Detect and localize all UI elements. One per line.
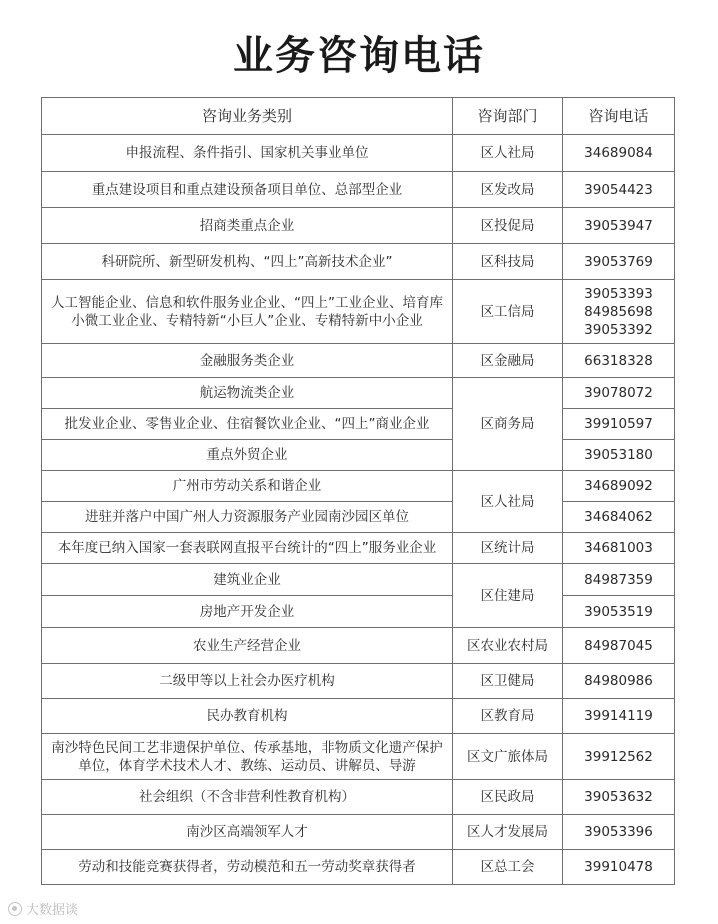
phone-number: 84985698 — [584, 303, 653, 320]
table-row — [42, 734, 675, 780]
table-row — [42, 244, 675, 280]
category-cell: 本年度已纳入国家一套表联网直报平台统计的“四上”服务业企业 — [42, 533, 453, 564]
table-row — [42, 378, 675, 409]
category-cell: 民办教育机构 — [42, 699, 453, 734]
table-row — [42, 780, 675, 815]
category-cell: 重点外贸企业 — [42, 440, 453, 471]
phone-cell: 39054423 — [563, 172, 675, 208]
department-cell: 区统计局 — [453, 533, 563, 564]
category-cell: 批发业企业、零售业企业、住宿餐饮业企业、“四上”商业企业 — [42, 409, 453, 440]
category-cell: 人工智能企业、信息和软件服务业企业、“四上”工业企业、培育库小微工业企业、专精特新“小巨人”企业、专精特新中小企业 — [42, 280, 453, 344]
department-cell: 区工信局 — [453, 280, 563, 344]
watermark-text: 大数据谈 — [26, 903, 79, 918]
phone-cell: 84980986 — [563, 664, 675, 699]
category-cell: 南沙区高端领军人才 — [42, 815, 453, 850]
category-cell: 金融服务类企业 — [42, 344, 453, 378]
department-cell: 区民政局 — [453, 780, 563, 815]
phone-cell: 39078072 — [563, 378, 675, 409]
department-cell: 区文广旅体局 — [453, 734, 563, 780]
department-cell: 区人社局 — [453, 135, 563, 172]
category-cell: 进驻并落户中国广州人力资源服务产业园南沙园区单位 — [42, 502, 453, 533]
table-row — [42, 172, 675, 208]
department-cell: 区住建局 — [453, 564, 563, 628]
phone-cell: 39910597 — [563, 409, 675, 440]
phone-cell: 39053396 — [563, 815, 675, 850]
table-row — [42, 628, 675, 664]
category-cell: 申报流程、条件指引、国家机关事业单位 — [42, 135, 453, 172]
header-phone: 咨询电话 — [563, 98, 675, 135]
table-row — [42, 135, 675, 172]
category-cell: 广州市劳动关系和谐企业 — [42, 471, 453, 502]
category-cell: 航运物流类企业 — [42, 378, 453, 409]
department-cell: 区人才发展局 — [453, 815, 563, 850]
phone-cell: 39912562 — [563, 734, 675, 780]
phone-cell: 39914119 — [563, 699, 675, 734]
phone-cell: 39053519 — [563, 596, 675, 628]
category-cell: 科研院所、新型研发机构、“四上”高新技术企业” — [42, 244, 453, 280]
category-cell: 房地产开发企业 — [42, 596, 453, 628]
department-cell: 区发改局 — [453, 172, 563, 208]
phone-cell: 66318328 — [563, 344, 675, 378]
header-department: 咨询部门 — [453, 98, 563, 135]
phone-cell: 39910478 — [563, 850, 675, 885]
category-cell: 招商类重点企业 — [42, 208, 453, 244]
phone-cell: 34689092 — [563, 471, 675, 502]
category-cell: 劳动和技能竞赛获得者，劳动模范和五一劳动奖章获得者 — [42, 850, 453, 885]
phone-cell: 34689084 — [563, 135, 675, 172]
phone-cell — [563, 280, 675, 344]
phone-cell: 39053180 — [563, 440, 675, 471]
table-row — [42, 699, 675, 734]
table-header-row — [42, 98, 675, 135]
phone-number: 39053393 — [584, 285, 653, 302]
phone-cell: 34684062 — [563, 502, 675, 533]
table-row — [42, 596, 675, 628]
table-row — [42, 208, 675, 244]
table-row — [42, 664, 675, 699]
table-row — [42, 502, 675, 533]
category-cell: 南沙特色民间工艺非遗保护单位、传承基地，非物质文化遗产保护单位，体育学术技术人才、教练、运动员、讲解员、导游 — [42, 734, 453, 780]
category-cell: 农业生产经营企业 — [42, 628, 453, 664]
table-row — [42, 850, 675, 885]
contact-table — [41, 97, 675, 885]
table-row — [42, 564, 675, 596]
department-cell: 区农业农村局 — [453, 628, 563, 664]
watermark — [8, 899, 78, 918]
category-cell: 社会组织（不含非营利性教育机构） — [42, 780, 453, 815]
category-cell: 重点建设项目和重点建设预备项目单位、总部型企业 — [42, 172, 453, 208]
table-row — [42, 815, 675, 850]
phone-cell: 39053769 — [563, 244, 675, 280]
department-cell: 区科技局 — [453, 244, 563, 280]
phone-cell: 39053632 — [563, 780, 675, 815]
table-row — [42, 440, 675, 471]
table-row — [42, 280, 675, 344]
phone-number: 39053392 — [584, 321, 653, 338]
department-cell: 区人社局 — [453, 471, 563, 533]
header-category: 咨询业务类别 — [42, 98, 453, 135]
department-cell: 区商务局 — [453, 378, 563, 471]
table-row — [42, 344, 675, 378]
page-title: 业务咨询电话 — [233, 33, 485, 79]
table-row — [42, 471, 675, 502]
phone-cell: 34681003 — [563, 533, 675, 564]
department-cell: 区教育局 — [453, 699, 563, 734]
phone-cell: 39053947 — [563, 208, 675, 244]
watermark-logo-icon — [8, 902, 22, 916]
department-cell: 区总工会 — [453, 850, 563, 885]
category-cell: 建筑业企业 — [42, 564, 453, 596]
department-cell: 区金融局 — [453, 344, 563, 378]
category-cell: 二级甲等以上社会办医疗机构 — [42, 664, 453, 699]
phone-cell: 84987045 — [563, 628, 675, 664]
table-row — [42, 533, 675, 564]
table-row — [42, 409, 675, 440]
department-cell: 区卫健局 — [453, 664, 563, 699]
phone-cell: 84987359 — [563, 564, 675, 596]
department-cell: 区投促局 — [453, 208, 563, 244]
